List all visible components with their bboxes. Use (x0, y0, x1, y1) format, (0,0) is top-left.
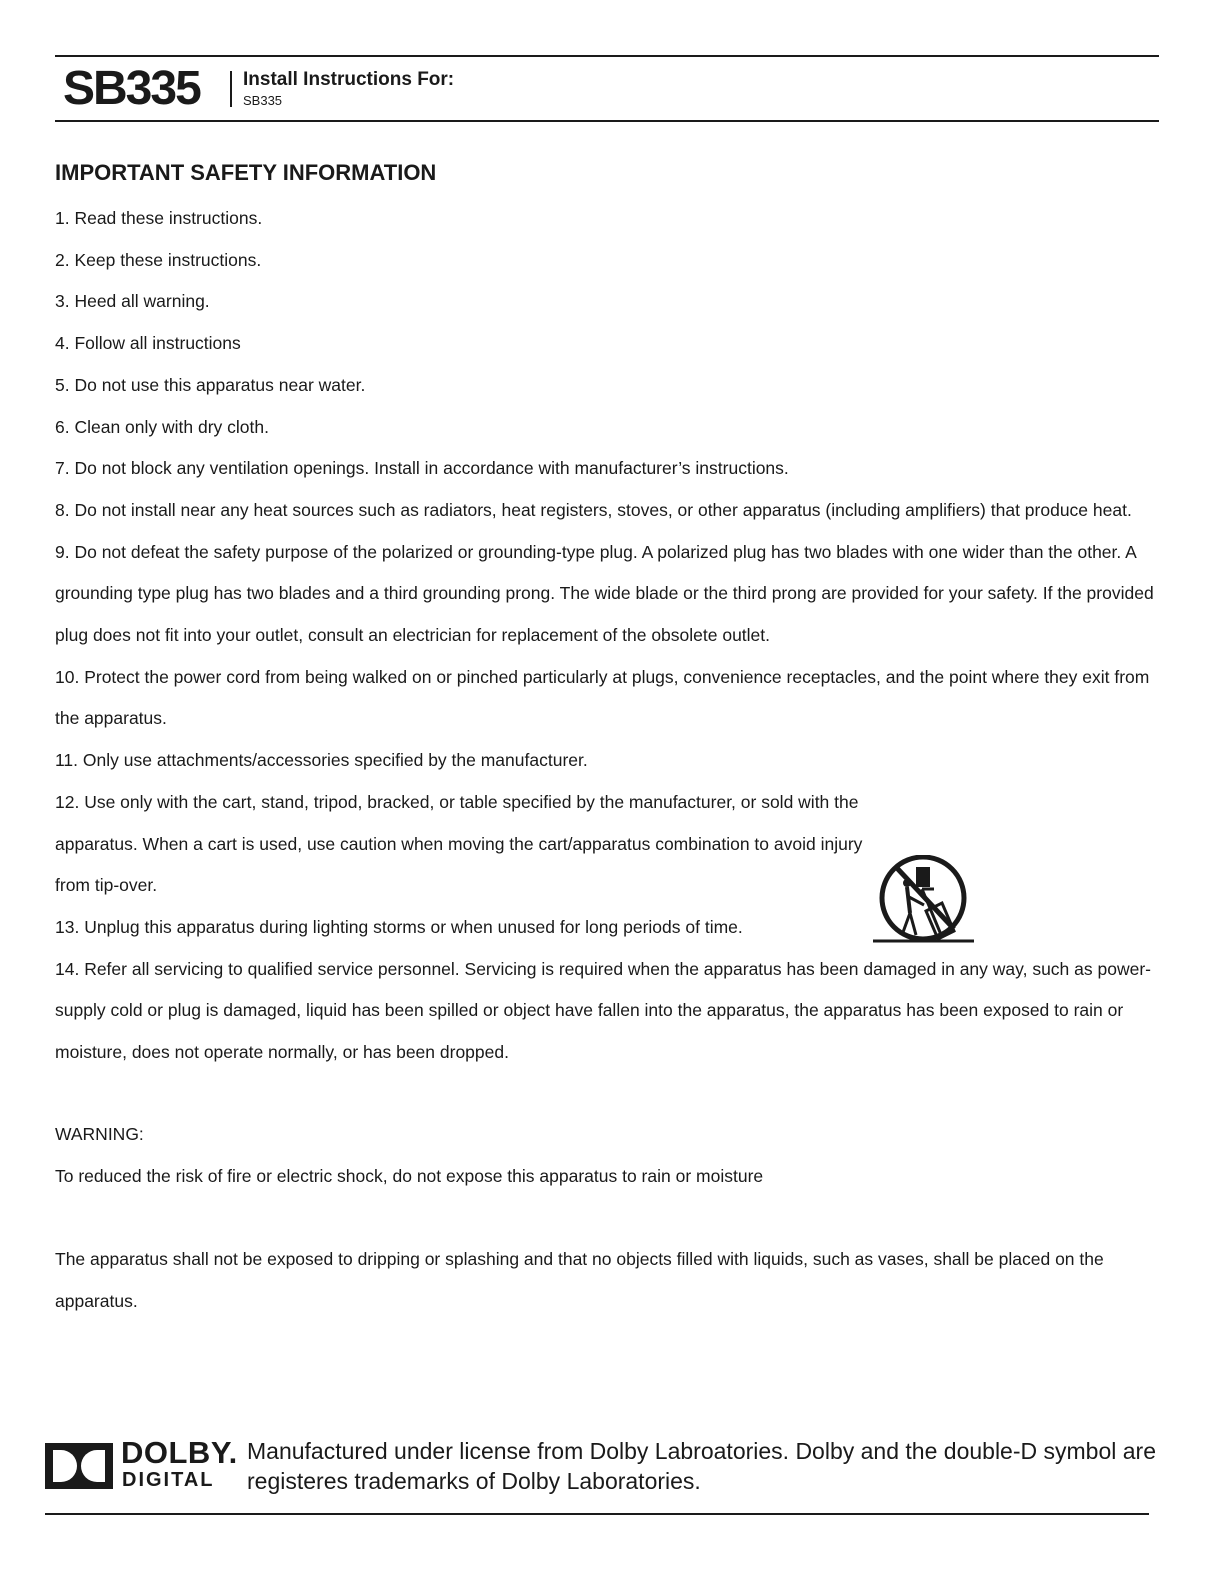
safety-list (55, 198, 1170, 1074)
liquid-notice: The apparatus shall not be exposed to dripping or splashing and that no objects filled with liquids, such as vases, shall be placed on the apparatus. (55, 1249, 1104, 1311)
bottom-rule (45, 1513, 1149, 1515)
dolby-digital-wordmark: DIGITAL (122, 1469, 215, 1491)
warning-text: To reduced the risk of fire or electric shock, do not expose this apparatus to rain or moisture (55, 1166, 764, 1186)
header-divider (230, 71, 232, 107)
page-header (55, 57, 1159, 121)
header-title: Install Instructions For: (243, 69, 455, 90)
safety-item: 13. Unplug this apparatus during lighting storms or when unused for long periods of time. (55, 916, 743, 937)
model-name: SB335 (63, 62, 200, 115)
safety-item: 14. Refer all servicing to qualified service personnel. Servicing is required when the apparatus has been damaged in any way, such as power-supply cold or plug is damaged, liquid has been spilled or object have fallen into the apparatus, the apparatus has been exposed to rain or moisture, does not operate normally, or has been dropped. (55, 958, 1151, 1063)
safety-item: 8. Do not install near any heat sources such as radiators, heat registers, stoves, or other apparatus (including amplifiers) that produce heat. (55, 499, 1132, 520)
dolby-digital-logo (45, 1435, 238, 1495)
cart-tip-over-warning-icon (872, 855, 976, 945)
safety-item: 5. Do not use this apparatus near water. (55, 374, 366, 395)
safety-item: 4. Follow all instructions (55, 333, 241, 354)
safety-item: 10. Protect the power cord from being walked on or pinched particularly at plugs, convenience receptacles, and the point where they exit from the apparatus. (55, 666, 1150, 729)
dolby-double-d-icon (45, 1443, 113, 1489)
header-subtitle: SB335 (243, 93, 283, 108)
safety-item: 6. Clean only with dry cloth. (55, 416, 269, 437)
safety-item: 3. Heed all warning. (55, 291, 210, 312)
safety-item: 12. Use only with the cart, stand, tripod, bracked, or table specified by the manufacturer, or sold with the apparatus. When a cart is used, use caution when moving the cart/apparatus combination to avoid injury from tip-over. (55, 791, 863, 896)
header-bottom-rule (55, 120, 1159, 122)
safety-item: 7. Do not block any ventilation openings. Install in accordance with manufacturer’s instructions. (55, 458, 789, 479)
safety-item: 1. Read these instructions. (55, 208, 263, 228)
section-title: IMPORTANT SAFETY INFORMATION (55, 160, 437, 185)
dolby-wordmark: DOLBY. (121, 1435, 238, 1470)
dolby-trademark-notice: Manufactured under license from Dolby Labroatories. Dolby and the double-D symbol are registeres trademarks of Dolby Laboratories. (247, 1438, 1156, 1494)
safety-item: 9. Do not defeat the safety purpose of the polarized or grounding-type plug. A polarized plug has two blades with one wider than the other. A grounding type plug has two blades and a third grounding prong. The wide blade or the third prong are provided for your safety. If the provided plug does not fit into your outlet, consult an electrician for replacement of the obsolete outlet. (55, 541, 1154, 646)
safety-item: 2. Keep these instructions. (55, 249, 262, 270)
safety-item: 11. Only use attachments/accessories specified by the manufacturer. (55, 750, 588, 771)
warning-label: WARNING: (55, 1124, 144, 1144)
